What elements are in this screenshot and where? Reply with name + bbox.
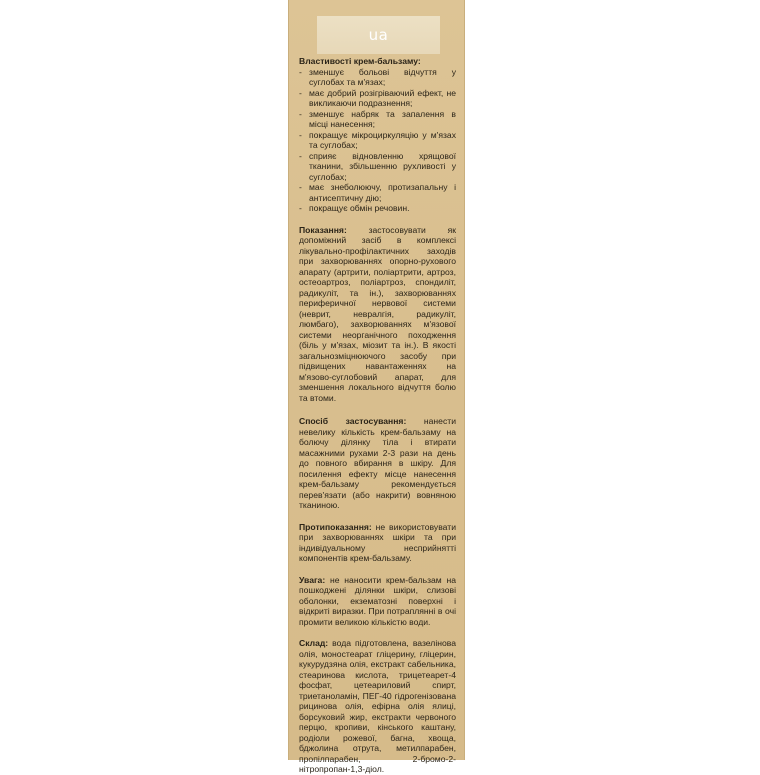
properties-list: [299, 67, 456, 214]
indications-section: [299, 225, 456, 404]
composition-text: вода підготовлена, вазелінова олія, моностеарат гліцерину, гліцерин, кукурудзяна олія, екстракт сабельника, стеаринова кислота, трицетеарет-4 фосфат, цетеариловий спирт, триетаноламін, ПЕГ-40 гідрогенізована рицинова олія, ефірна олія ялиці, борсуковий жир, екстракти червоного перцю, кропиви, кінського каштану, родіоли рожевої, багна, хвоща, бджолина отрута, метилпарабен, пропілпарабен, 2-бромо-2-нітропропан-1,3-діол.: [299, 638, 457, 774]
contraindications-section: [299, 522, 456, 564]
composition-title: Склад:: [299, 638, 329, 648]
properties-item: - зменшує больові відчуття у суглобах та м'язах;: [299, 67, 456, 88]
properties-title: Властивості крем-бальзаму:: [299, 56, 421, 66]
properties-item: - покращує мікроциркуляцію у м'язах та суглобах;: [299, 130, 456, 151]
indications-text: застосовувати як допоміжний засіб в комплексі лікувально-профілактичних заходів при захворюваннях опорно-рухового апарату (артрити, поліартрити, артроз, остеоартроз, поліартроз, спондиліт, радикуліт, та ін.), захворюваннях периферичної нервової системи (неврит, невралгія, радикуліт, люмбаго), захворюваннях м'язової системи неорганічного походження (біль у м'язах, міозит та ін.). В якості загальнозміцнюючого засобу при підвищених навантаженнях на м'язово-суглобовий апарат, для зменшення локального відчуття болю та втоми.: [299, 224, 456, 403]
language-badge: [317, 16, 440, 54]
contraindications-text: не використовувати при захворюваннях шкіри та при індивідуальному несприйнятті компонентів крем-бальзаму.: [299, 521, 456, 563]
label-content: [299, 56, 456, 775]
usage-title: Спосіб застосування:: [299, 416, 407, 426]
product-label-panel: [288, 0, 465, 774]
properties-item: - має добрий розігріваючий ефект, не викликаючи подразнення;: [299, 88, 456, 109]
warning-text: не наносити крем-бальзам на пошкоджені ділянки шкіри, слизові оболонки, екзематозні поверхні і відкриті виразки. При потраплянні в очі промити великою кількістю води.: [299, 574, 457, 627]
usage-section: [299, 416, 456, 511]
properties-item: - сприяє відновленню хрящової тканини, збільшенню рухливості у суглобах;: [299, 151, 456, 183]
properties-item: - зменшує набряк та запалення в місці нанесення;: [299, 109, 456, 130]
contraindications-title: Протипоказання:: [299, 521, 372, 532]
properties-item: - має знеболюючу, протизапальну і антисептичну дію;: [299, 182, 456, 203]
properties-item: - покращує обмін речовин.: [299, 203, 456, 214]
warning-title: Увага:: [299, 574, 326, 585]
composition-section: [299, 638, 456, 775]
usage-text: нанести невелику кількість крем-бальзаму на болючу ділянку тіла і втирати масажними рухами 2-3 рази на день до повного вбирання в шкіру. Для посилення ефекту місце нанесення крем-бальзаму рекомендується перев'язати (або накрити) вовняною тканиною.: [299, 416, 456, 510]
warning-section: [299, 575, 456, 628]
properties-section: [299, 56, 456, 214]
language-badge-text: ua: [368, 26, 389, 44]
indications-title: Показання:: [299, 224, 347, 235]
